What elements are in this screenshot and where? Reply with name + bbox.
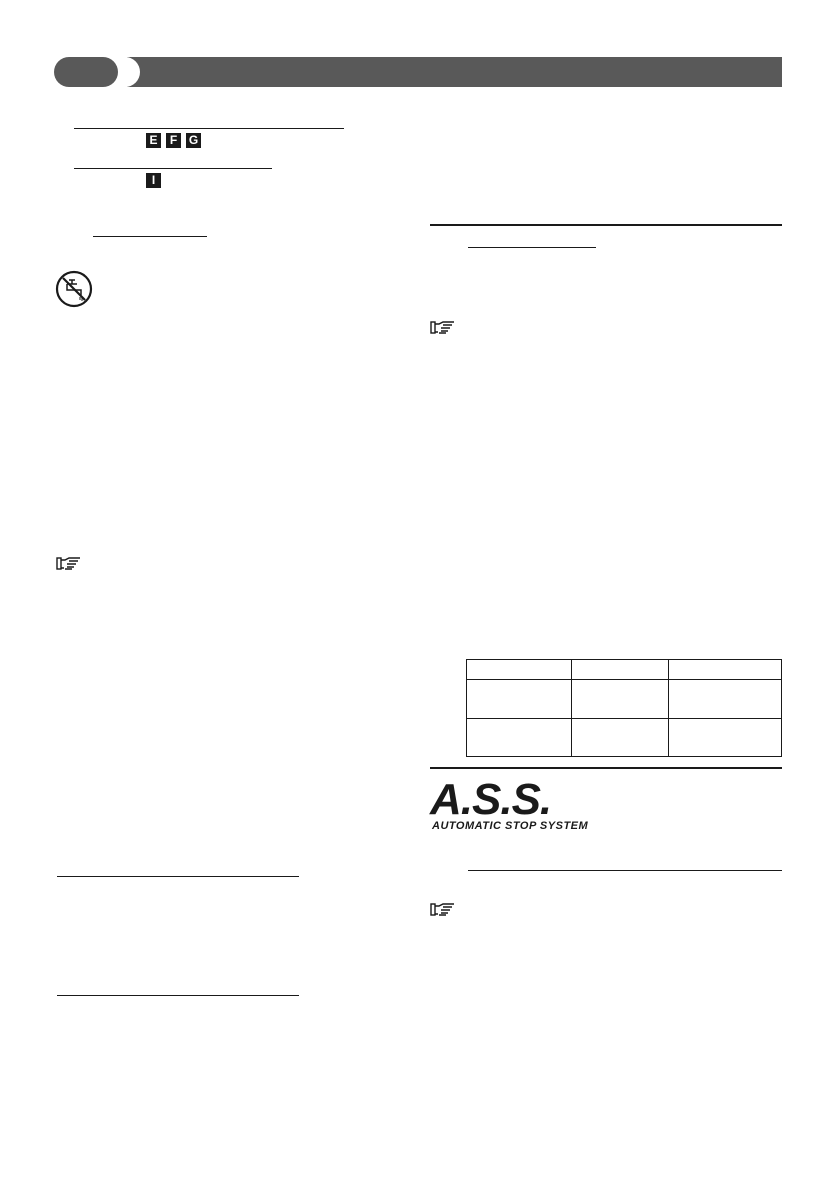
- section-rule: [430, 767, 782, 769]
- language-code: G: [186, 133, 201, 148]
- rule-line: [468, 247, 596, 248]
- table-row: [467, 660, 782, 680]
- ass-logo-title: A.S.S.: [430, 775, 552, 824]
- spec-table: [466, 659, 782, 757]
- rule-line: [57, 876, 299, 877]
- language-code: I: [146, 173, 161, 188]
- table-cell: [467, 680, 572, 719]
- rule-line: [74, 168, 272, 169]
- section-rule: [430, 224, 782, 226]
- ass-logo-subtitle: AUTOMATIC STOP SYSTEM: [432, 820, 589, 832]
- table-row: [467, 719, 782, 757]
- table-cell: [669, 680, 782, 719]
- header-bar: [127, 57, 782, 87]
- rule-line: [93, 236, 207, 237]
- table-cell: [467, 660, 572, 680]
- rule-line: [57, 995, 299, 996]
- table-cell: [467, 719, 572, 757]
- language-code: E: [146, 133, 161, 148]
- rule-line: [74, 128, 344, 129]
- table-cell: [669, 660, 782, 680]
- pointing-hand-icon: [56, 556, 82, 572]
- pointing-hand-icon: [430, 902, 456, 918]
- no-tap-water-icon: [55, 270, 93, 308]
- table-cell: [572, 680, 669, 719]
- language-code: F: [166, 133, 181, 148]
- language-tab: [54, 57, 118, 87]
- table-cell: [669, 719, 782, 757]
- rule-line: [468, 870, 782, 871]
- table-cell: [572, 660, 669, 680]
- pointing-hand-icon: [430, 320, 456, 336]
- table-cell: [572, 719, 669, 757]
- table-row: [467, 680, 782, 719]
